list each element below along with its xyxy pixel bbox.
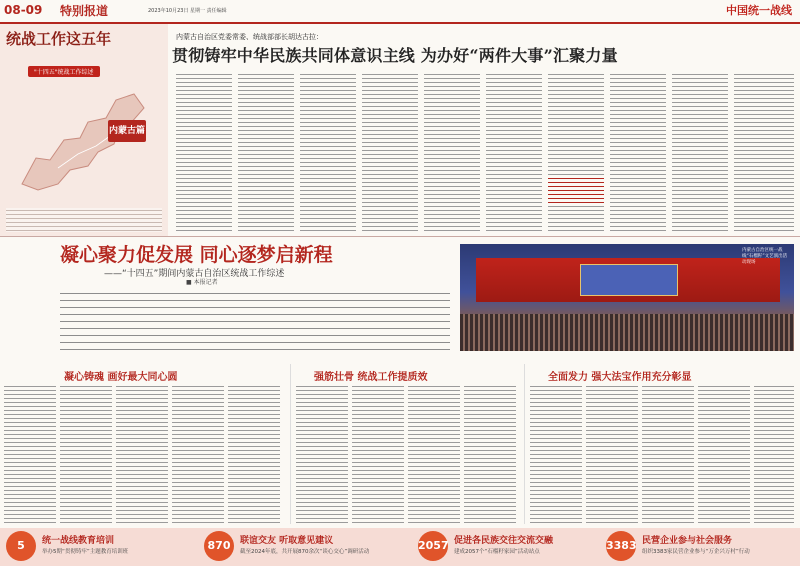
stat-item	[6, 529, 196, 565]
article2-subheadline: ——“十四五”期间内蒙古自治区统战工作综述	[104, 269, 285, 279]
article2-column	[116, 384, 168, 524]
article2-column	[586, 384, 638, 524]
issue-date: 2023年10月23日 星期一 责任编辑	[148, 8, 227, 14]
series-ribbon: "十四五"统战工作综述	[28, 66, 100, 77]
text-column	[362, 72, 418, 232]
article2-column	[642, 384, 694, 524]
inner-mongolia-map-icon	[18, 88, 148, 198]
section-heading-1: 凝心铸魂 画好最大同心圆	[64, 372, 178, 383]
article2-column	[4, 384, 56, 524]
column-title: 特别报道	[60, 4, 109, 18]
article2-headline: 凝心聚力促发展 同心逐梦启新程	[60, 244, 333, 266]
article2-column	[60, 384, 112, 524]
stat-desc: 组织3383家民营企业参与“万企兴万村”行动	[642, 549, 750, 555]
text-column	[176, 72, 232, 232]
stat-title: 联谊交友 听取意见建议	[240, 536, 334, 546]
article1-body	[176, 72, 794, 232]
column-rule	[290, 364, 291, 524]
stat-desc: 举办5期“贯彻铸牢”主题教育培训班	[42, 549, 129, 555]
stat-item	[418, 529, 608, 565]
stat-number: 870	[204, 531, 234, 561]
stat-item	[606, 529, 796, 565]
column-rule	[524, 364, 525, 524]
photo-caption: 内蒙古自治区统一战线“石榴籽”文艺演出活动现场	[742, 248, 788, 265]
section-heading-2: 强筋壮骨 统战工作提质效	[314, 372, 428, 383]
article2-column	[408, 384, 460, 524]
left-panel-text	[6, 208, 162, 232]
article2-column	[530, 384, 582, 524]
article1-headline: 贯彻铸牢中华民族共同体意识主线 为办好“两件大事”汇聚力量	[172, 46, 618, 65]
audience	[460, 314, 794, 351]
article2-intro	[60, 290, 450, 354]
stat-title: 民营企业参与社会服务	[642, 536, 733, 546]
section-divider	[0, 236, 800, 237]
article2-column	[172, 384, 224, 524]
text-column	[672, 72, 728, 232]
article1-kicker: 内蒙古自治区党委常委、统战部部长胡达古拉：	[176, 33, 323, 41]
stat-number: 2057	[418, 531, 448, 561]
text-column	[238, 72, 294, 232]
text-column	[610, 72, 666, 232]
stat-desc: 建成2057个“石榴籽家园”活动站点	[454, 549, 540, 555]
text-column	[734, 72, 794, 232]
stat-item	[204, 529, 394, 565]
page-number: 08-09	[4, 3, 43, 17]
stat-title: 统一战线教育培训	[42, 536, 115, 546]
section-heading-3: 全面发力 强大法宝作用充分彰显	[548, 372, 692, 383]
article2-column	[698, 384, 750, 524]
text-column	[300, 72, 356, 232]
article2-byline: ■ 本报记者	[186, 279, 218, 286]
stat-number: 3383	[606, 531, 636, 561]
series-title: 统战工作这五年	[6, 30, 112, 48]
article2-column	[754, 384, 794, 524]
article2-column	[228, 384, 280, 524]
article2-column	[296, 384, 348, 524]
article2-column	[464, 384, 516, 524]
text-column	[424, 72, 480, 232]
page-header	[0, 0, 800, 24]
article2-column	[352, 384, 404, 524]
stat-title: 促进各民族交往交流交融	[454, 536, 554, 546]
text-column	[486, 72, 542, 232]
stat-number: 5	[6, 531, 36, 561]
stat-desc: 截至2024年底，共开展870余次“谈心交心”调研活动	[240, 549, 370, 555]
region-badge: 内蒙古篇	[108, 120, 146, 142]
stage-screen	[580, 264, 678, 296]
text-column	[548, 72, 604, 232]
masthead-logo: 中国统一战线	[726, 4, 792, 17]
highlighted-quote	[548, 176, 604, 206]
